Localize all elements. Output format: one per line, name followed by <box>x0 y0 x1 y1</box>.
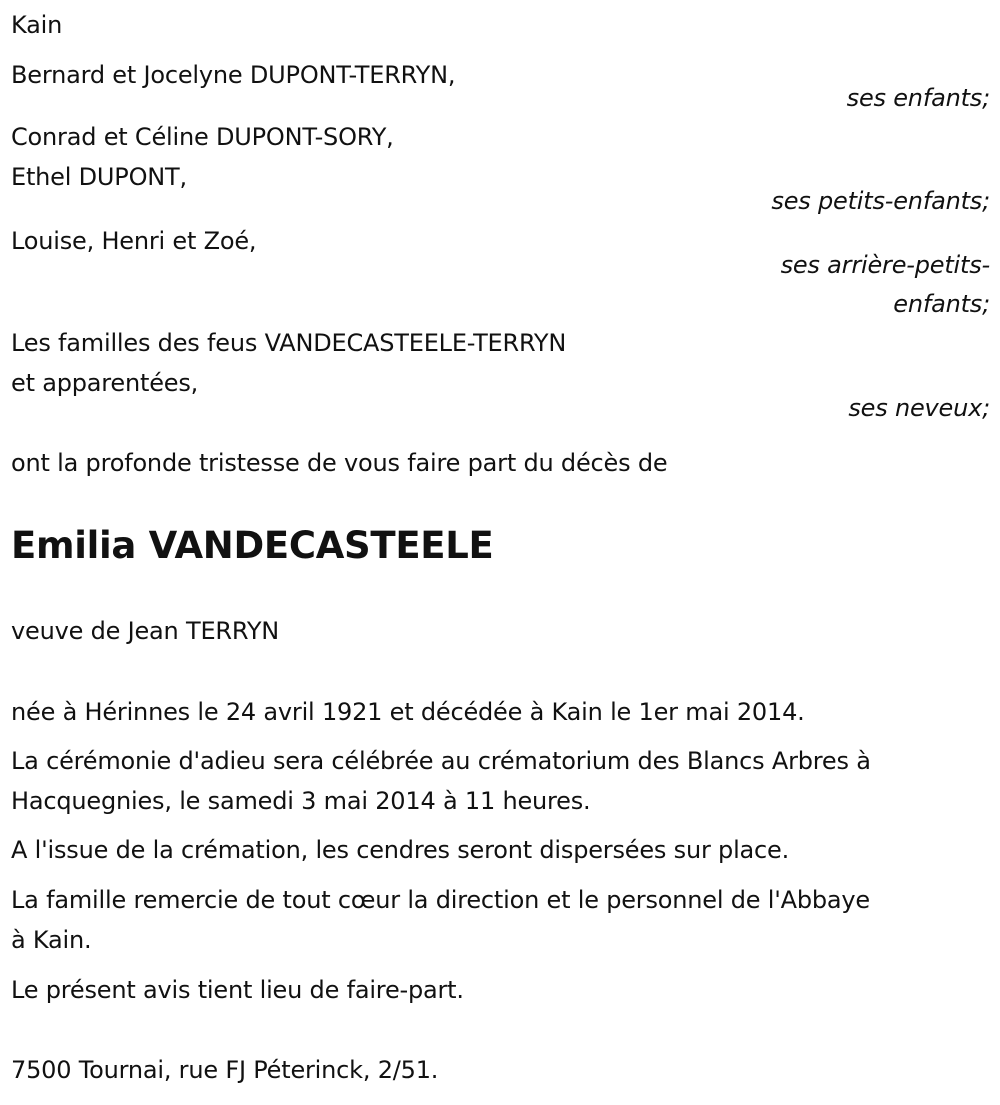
great-grandchildren-relation-1: ses arrière-petits- <box>780 251 990 279</box>
birth-death-line: née à Hérinnes le 24 avril 1921 et décédée à Kain le 1er mai 2014. <box>11 698 805 726</box>
deceased-name: Emilia VANDECASTEELE <box>11 524 494 567</box>
ceremony-line-1: La cérémonie d'adieu sera célébrée au crématorium des Blancs Arbres à <box>11 747 871 775</box>
notice-line: Le présent avis tient lieu de faire-part. <box>11 976 464 1004</box>
great-grandchildren-relation-2: enfants; <box>893 290 990 318</box>
grandchildren-relation: ses petits-enfants; <box>771 187 990 215</box>
thanks-line-2: à Kain. <box>11 926 92 954</box>
children-relation: ses enfants; <box>846 84 990 112</box>
great-grandchildren-names: Louise, Henri et Zoé, <box>11 227 257 255</box>
children-names: Bernard et Jocelyne DUPONT-TERRYN, <box>11 61 456 89</box>
grandchildren-names-2: Ethel DUPONT, <box>11 163 187 191</box>
grandchildren-names-1: Conrad et Céline DUPONT-SORY, <box>11 123 394 151</box>
announcement-text: ont la profonde tristesse de vous faire part du décès de <box>11 449 668 477</box>
place-heading: Kain <box>11 11 63 39</box>
families-names-1: Les familles des feus VANDECASTEELE-TERRYN <box>11 329 567 357</box>
ceremony-line-2: Hacquegnies, le samedi 3 mai 2014 à 11 heures. <box>11 787 591 815</box>
nephews-relation: ses neveux; <box>848 394 990 422</box>
spouse-line: veuve de Jean TERRYN <box>11 617 280 645</box>
families-names-2: et apparentées, <box>11 369 199 397</box>
ashes-line: A l'issue de la crémation, les cendres seront dispersées sur place. <box>11 836 790 864</box>
address-line: 7500 Tournai, rue FJ Péterinck, 2/51. <box>11 1056 439 1084</box>
thanks-line-1: La famille remercie de tout cœur la direction et le personnel de l'Abbaye <box>11 886 870 914</box>
